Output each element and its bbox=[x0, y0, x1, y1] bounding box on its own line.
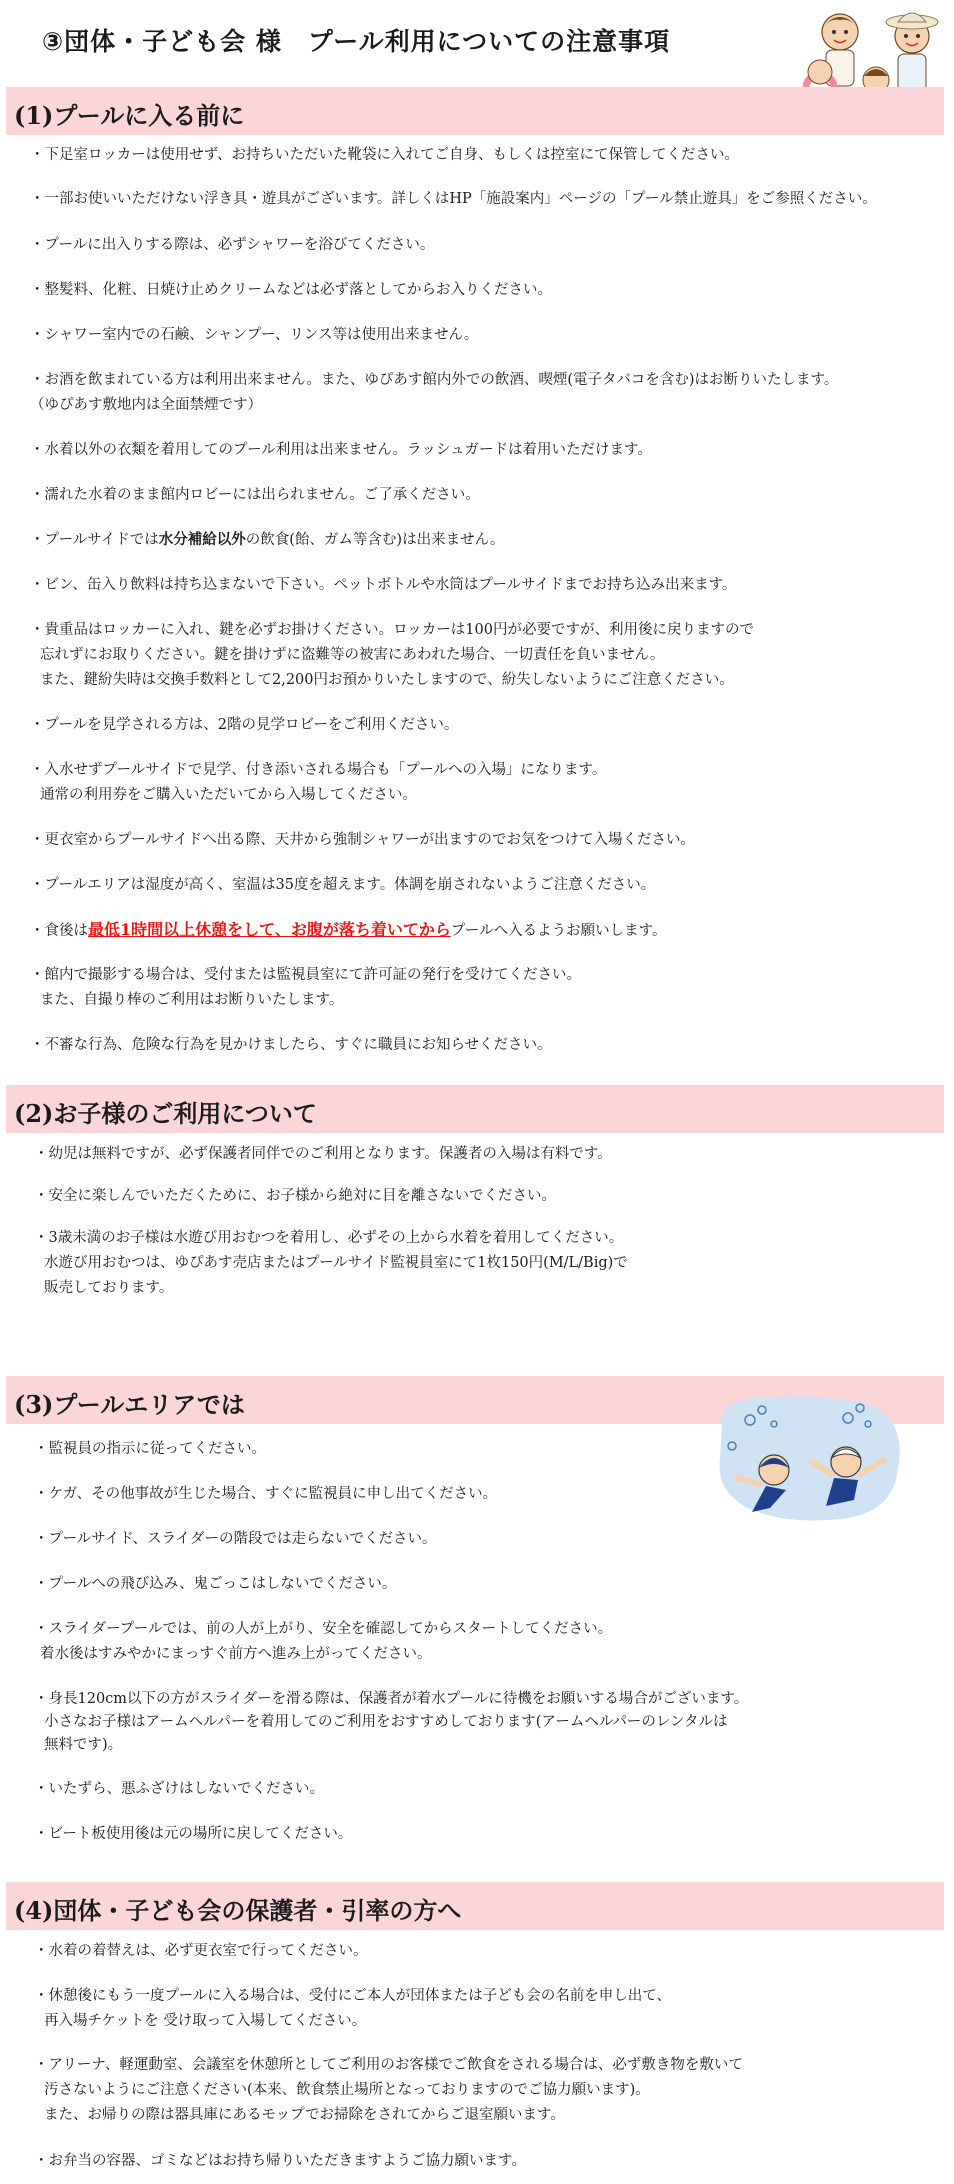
list-item: ・お酒を飲まれている方は利用出来ません。また、ゆぴあす館内外での飲酒、喫煙(電子タバコを含む)はお断りいたします。 bbox=[30, 372, 839, 388]
list-item: ・ビン、缶入り飲料は持ち込まないで下さい。ペットボトルや水筒はプールサイドまでお持ち込み出来ます。 bbox=[30, 577, 737, 593]
list-item: ・ケガ、その他事故が生じた場合、すぐに監視員に申し出てください。 bbox=[34, 1486, 498, 1502]
section-heading bbox=[6, 1085, 944, 1133]
item-text: ・食後は bbox=[30, 923, 88, 939]
swimming-kids-illustration bbox=[708, 1388, 908, 1528]
section-heading bbox=[6, 1882, 944, 1930]
list-item: ・いたずら、悪ふざけはしないでください。 bbox=[34, 1781, 324, 1797]
list-item: ・プールを見学される方は、2階の見学ロビーをご利用ください。 bbox=[30, 717, 459, 733]
list-item: ・館内で撮影する場合は、受付または監視員室にて許可証の発行を受けてください。 bbox=[30, 967, 581, 983]
list-item: また、お帰りの際は器具庫にあるモップでお掃除をされてからご退室願います。 bbox=[44, 2107, 565, 2123]
list-item: 通常の利用券をご購入いただいてから入場してください。 bbox=[40, 787, 417, 803]
list-item: ・水着の着替えは、必ず更衣室で行ってください。 bbox=[34, 1943, 368, 1959]
list-item: ・プールサイド、スライダーの階段では走らないでください。 bbox=[34, 1531, 437, 1547]
list-item: 再入場チケットを 受け取って入場してください。 bbox=[44, 2013, 367, 2029]
list-item: ・ビート板使用後は元の場所に戻してください。 bbox=[34, 1826, 353, 1842]
list-item: ・水着以外の衣類を着用してのプール利用は出来ません。ラッシュガードは着用いただけます。 bbox=[30, 442, 652, 458]
list-item: 水遊び用おむつは、ゆぴあす売店またはプールサイド監視員室にて1枚150円(M/L/Big)で bbox=[44, 1255, 628, 1271]
list-item: また、自撮り棒のご利用はお断りいたします。 bbox=[40, 992, 344, 1008]
page-title: ③団体・子ども会 様 プール利用についての注意事項 bbox=[42, 27, 671, 56]
section-heading-text: (4)団体・子ども会の保護者・引率の方へ bbox=[14, 1896, 462, 1925]
section-heading-text: (1)プールに入る前に bbox=[14, 101, 245, 130]
list-item: ・一部お使いいただけない浮き具・遊具がございます。詳しくはHP「施設案内」ページの「プール禁止遊具」をご参照ください。 bbox=[30, 191, 877, 207]
item-text: の飲食(飴、ガム等含む)は出来ません。 bbox=[245, 532, 505, 548]
list-item bbox=[30, 527, 504, 553]
list-item: ・濡れた水着のまま館内ロビーには出られません。ご了承ください。 bbox=[30, 487, 480, 503]
list-item: ・プールへの飛び込み、鬼ごっこはしないでください。 bbox=[34, 1576, 397, 1592]
list-item: ・アリーナ、軽運動室、会議室を休憩所としてご利用のお客様でご飲食をされる場合は、必ず敷き物を敷いて bbox=[34, 2057, 743, 2073]
list-item: 着水後はすみやかにまっすぐ前方へ進み上がってください。 bbox=[40, 1646, 432, 1662]
list-item: ・下足室ロッカーは使用せず、お持ちいただいた靴袋に入れてご自身、もしくは控室にて保管してください。 bbox=[30, 147, 740, 163]
list-item: ・プールに出入りする際は、必ずシャワーを浴びてください。 bbox=[30, 237, 435, 253]
section-heading-text: (3)プールエリアでは bbox=[14, 1390, 245, 1419]
list-item: ・スライダープールでは、前の人が上がり、安全を確認してからスタートしてください。 bbox=[34, 1621, 613, 1637]
list-item: ・幼児は無料ですが、必ず保護者同伴でのご利用となります。保護者の入場は有料です。 bbox=[34, 1146, 612, 1162]
list-item: 小さなお子様はアームヘルパーを着用してのご利用をおすすめしております(アームヘルパーのレンタルは bbox=[44, 1714, 728, 1730]
list-item: （ゆぴあす敷地内は全面禁煙です） bbox=[30, 397, 262, 413]
list-item: ・身長120cm以下の方がスライダーを滑る際は、保護者が着水プールに待機をお願いする場合がございます。 bbox=[34, 1691, 749, 1707]
list-item: ・プールエリアは湿度が高く、室温は35度を超えます。体調を崩されないようご注意ください。 bbox=[30, 877, 656, 893]
list-item: ・休憩後にもう一度プールに入る場合は、受付にご本人が団体または子ども会の名前を申し出て、 bbox=[34, 1988, 671, 2004]
list-item: ・更衣室からプールサイドへ出る際、天井から強制シャワーが出ますのでお気をつけて入場ください。 bbox=[30, 832, 695, 848]
list-item: ・3歳未満のお子様は水遊び用おむつを着用し、必ずその上から水着を着用してください。 bbox=[34, 1230, 624, 1246]
item-emphasis-red: 最低1時間以上休憩をして、お腹が落ち着いてから bbox=[88, 920, 451, 939]
list-item: ・整髪料、化粧、日焼け止めクリームなどは必ず落としてからお入りください。 bbox=[30, 282, 552, 298]
list-item: ・安全に楽しんでいただくために、お子様から絶対に目を離さないでください。 bbox=[34, 1188, 556, 1204]
item-text: プールへ入るようお願いします。 bbox=[450, 923, 667, 939]
item-text: ・プールサイドでは bbox=[30, 532, 159, 548]
list-item: 忘れずにお取りください。鍵を掛けずに盗難等の被害にあわれた場合、一切責任を負いません。 bbox=[40, 647, 665, 663]
list-item: ・お弁当の容器、ゴミなどはお持ち帰りいただきますようご協力願います。 bbox=[34, 2153, 526, 2169]
list-item: 販売しております。 bbox=[44, 1280, 174, 1296]
list-item: ・監視員の指示に従ってください。 bbox=[34, 1441, 266, 1457]
list-item: ・入水せずプールサイドで見学、付き添いされる場合も「プールへの入場」になります。 bbox=[30, 762, 607, 778]
section-heading-text: (2)お子様のご利用について bbox=[14, 1099, 317, 1128]
list-item: ・シャワー室内での石鹸、シャンプー、リンス等は使用出来ません。 bbox=[30, 327, 479, 343]
list-item: ・不審な行為、危険な行為を見かけましたら、すぐに職員にお知らせください。 bbox=[30, 1037, 552, 1053]
list-item: 無料です)。 bbox=[44, 1737, 123, 1753]
list-item: 汚さないようにご注意ください(本来、飲食禁止場所となっておりますのでご協力願います)。 bbox=[44, 2082, 650, 2098]
list-item: また、鍵紛失時は交換手数料として2,200円お預かりいたしますので、紛失しないようにご注意ください。 bbox=[40, 672, 734, 688]
section-heading bbox=[6, 87, 944, 135]
list-item: ・貴重品はロッカーに入れ、鍵を必ずお掛けください。ロッカーは100円が必要ですが、利用後に戻りますので bbox=[30, 622, 754, 638]
item-emphasis: 水分補給以外 bbox=[158, 531, 246, 548]
list-item bbox=[30, 917, 666, 944]
